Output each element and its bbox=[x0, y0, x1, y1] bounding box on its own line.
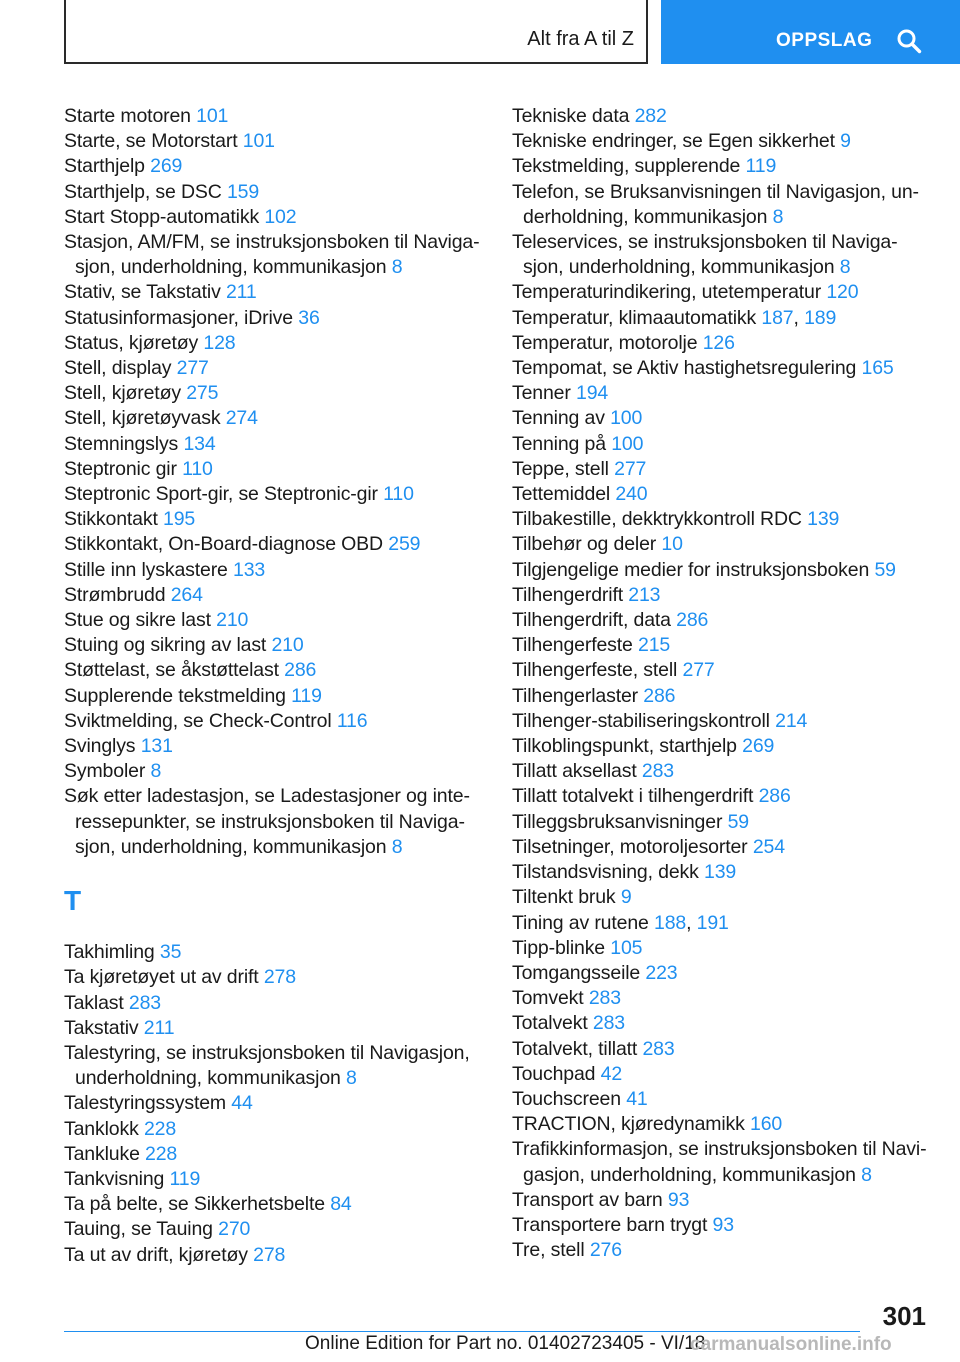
index-entry-label: Tilhengerfeste bbox=[512, 634, 633, 657]
page-reference-link[interactable]: 93 bbox=[667, 1188, 690, 1211]
index-entry bbox=[64, 306, 484, 331]
page-reference-link[interactable]: 8 bbox=[391, 256, 403, 279]
index-entry bbox=[64, 1167, 484, 1192]
index-entry-label: Stille inn lyskastere bbox=[64, 558, 228, 581]
page-reference-link[interactable]: 116 bbox=[336, 709, 368, 732]
index-entry-label: Stasjon, AM/FM, se instruksjonsboken til Naviga-sjon, underholdning, kommunikasjon bbox=[64, 231, 480, 279]
page-reference-link[interactable]: 9 bbox=[620, 886, 632, 909]
page-reference-link[interactable]: 105 bbox=[610, 936, 643, 959]
index-entry: Temperatur, klimaautomatikk 187, 189 bbox=[512, 306, 837, 329]
index-entry bbox=[64, 991, 484, 1016]
page-reference-link[interactable]: 187 bbox=[761, 306, 794, 329]
index-entry-label: Talestyringssystem bbox=[64, 1092, 227, 1115]
page-reference-link[interactable]: 282 bbox=[634, 105, 667, 127]
index-entry bbox=[512, 784, 932, 809]
page-reference-link[interactable]: 211 bbox=[143, 1016, 175, 1039]
index-entry-label: Tilkoblingspunkt, starthjelp bbox=[512, 735, 737, 758]
page-reference-link[interactable]: 9 bbox=[840, 130, 851, 153]
index-entry bbox=[64, 1192, 484, 1217]
index-entry bbox=[64, 180, 484, 205]
page-reference-link[interactable]: 283 bbox=[128, 991, 162, 1014]
page-reference-link[interactable]: 189 bbox=[804, 306, 837, 329]
index-entry-label: Stikkontakt bbox=[64, 508, 158, 531]
page-reference-link[interactable]: 277 bbox=[176, 357, 209, 380]
index-entry bbox=[512, 1011, 932, 1036]
page-reference-link[interactable]: 286 bbox=[284, 659, 317, 682]
index-column-right bbox=[512, 104, 932, 1263]
index-entry bbox=[64, 558, 484, 583]
index-entry-label: Tilhengerdrift, data bbox=[512, 609, 671, 632]
page-reference-link[interactable]: 188 bbox=[654, 911, 687, 934]
index-entry bbox=[512, 1137, 932, 1187]
index-entry-label: Statusinformasjoner, iDrive bbox=[64, 306, 293, 329]
index-entry bbox=[512, 280, 932, 305]
index-entry-label: Starte, se Motorstart bbox=[64, 130, 238, 153]
index-entry bbox=[512, 406, 932, 431]
page-reference-link[interactable]: 278 bbox=[263, 966, 296, 989]
search-icon[interactable] bbox=[896, 28, 922, 54]
page-reference-link[interactable]: 8 bbox=[772, 205, 784, 228]
index-column-left bbox=[64, 104, 484, 1268]
index-entry-label: Teppe, stell bbox=[512, 457, 609, 480]
index-entry-label: Tilgjengelige medier for instruksjonsboken bbox=[512, 558, 870, 581]
index-entry bbox=[64, 230, 484, 280]
index-entry bbox=[64, 633, 484, 658]
page-reference-link[interactable]: 215 bbox=[638, 634, 671, 657]
index-entry-label: Tekniske data bbox=[512, 105, 630, 127]
index-entry bbox=[512, 331, 932, 356]
index-entry bbox=[512, 709, 932, 734]
index-entry-label: Starthjelp, se DSC bbox=[64, 180, 222, 203]
index-entry-label: Tilsetninger, motoroljesorter bbox=[512, 835, 748, 858]
index-entry-label: Svinglys bbox=[64, 735, 136, 758]
index-entry bbox=[512, 986, 932, 1011]
page-reference-link[interactable]: 128 bbox=[203, 331, 236, 354]
page-reference-link[interactable]: 277 bbox=[682, 659, 715, 682]
index-entry bbox=[512, 658, 932, 683]
page-reference-link[interactable]: 8 bbox=[150, 760, 162, 783]
index-entry bbox=[64, 1016, 484, 1041]
index-entry-label: Tekniske endringer, se Egen sikkerhet bbox=[512, 130, 835, 153]
index-entry-label: Takstativ bbox=[64, 1016, 139, 1039]
page-reference-link[interactable]: 286 bbox=[758, 785, 791, 808]
page-reference-link[interactable]: 139 bbox=[704, 861, 737, 884]
index-entry-label: Tenning på bbox=[512, 432, 606, 455]
page-reference-link[interactable]: 210 bbox=[271, 634, 304, 657]
page-reference-link[interactable]: 286 bbox=[643, 684, 676, 707]
watermark: carmanualsonline.info bbox=[690, 1334, 892, 1355]
tab-lookup[interactable] bbox=[661, 0, 960, 64]
index-entry bbox=[64, 759, 484, 784]
index-entry-label: Tilbakestille, dekktrykkontroll RDC bbox=[512, 508, 802, 531]
index-entry-label: Transportere barn trygt bbox=[512, 1213, 708, 1236]
page-reference-link[interactable]: 110 bbox=[182, 457, 213, 480]
index-list-t bbox=[64, 940, 484, 1268]
index-entry bbox=[64, 381, 484, 406]
index-entry bbox=[512, 961, 932, 986]
index-entry bbox=[512, 180, 932, 230]
index-list-right bbox=[512, 104, 932, 1263]
index-entry-label: Ta kjøretøyet ut av drift bbox=[64, 966, 259, 989]
page-reference-link[interactable]: 101 bbox=[196, 105, 229, 127]
tab-index-a-z[interactable] bbox=[64, 0, 648, 64]
index-entry bbox=[64, 532, 484, 557]
index-entry-label: Tilhengerfeste, stell bbox=[512, 659, 678, 682]
index-entry-label: Stell, kjøretøyvask bbox=[64, 407, 221, 430]
index-entry-label: Steptronic Sport-gir, se Steptronic-gir bbox=[64, 483, 378, 506]
index-entry bbox=[64, 709, 484, 734]
index-entry-label: Takhimling bbox=[64, 941, 155, 964]
index-entry-label: Supplerende tekstmelding bbox=[64, 684, 286, 707]
page-reference-link[interactable]: 36 bbox=[298, 306, 320, 329]
index-entry bbox=[512, 457, 932, 482]
index-entry-label: Steptronic gir bbox=[64, 457, 177, 480]
page-reference-link[interactable]: 214 bbox=[775, 709, 808, 732]
index-list-s bbox=[64, 104, 484, 860]
index-entry bbox=[64, 482, 484, 507]
page-reference-link[interactable]: 269 bbox=[742, 735, 775, 758]
index-entry bbox=[512, 835, 932, 860]
index-entry-label: Tankvisning bbox=[64, 1167, 165, 1190]
index-entry bbox=[512, 129, 932, 154]
page-reference-link[interactable]: 194 bbox=[576, 382, 609, 405]
page-reference-link[interactable]: 100 bbox=[610, 407, 643, 430]
index-entry-label: Tilbehør og deler bbox=[512, 533, 657, 556]
page-reference-link[interactable]: 44 bbox=[231, 1092, 253, 1115]
index-entry-label: Stemningslys bbox=[64, 432, 179, 455]
index-entry-label: Symboler bbox=[64, 760, 146, 783]
index-entry bbox=[512, 1188, 932, 1213]
page-reference-link[interactable]: 240 bbox=[615, 483, 648, 506]
page-number: 301 bbox=[882, 1301, 926, 1331]
index-entry bbox=[64, 684, 484, 709]
index-entry bbox=[64, 1243, 484, 1268]
index-entry bbox=[512, 532, 932, 557]
index-entry-label: Tipp-blinke bbox=[512, 936, 606, 959]
page-reference-link[interactable]: 10 bbox=[661, 533, 683, 556]
page-reference-link[interactable]: 223 bbox=[645, 961, 678, 984]
page-reference-link[interactable]: 119 bbox=[169, 1167, 201, 1190]
page-reference-link[interactable]: 259 bbox=[388, 533, 421, 556]
index-entry bbox=[64, 154, 484, 179]
page-reference-link[interactable]: 277 bbox=[614, 457, 647, 480]
page-reference-link[interactable]: 228 bbox=[143, 1117, 177, 1140]
index-entry-label: Totalvekt bbox=[512, 1012, 588, 1035]
index-entry-label: Temperatur, klimaautomatikk bbox=[512, 306, 757, 329]
page-reference-link[interactable]: 8 bbox=[346, 1067, 357, 1090]
page-reference-link[interactable]: 42 bbox=[600, 1062, 623, 1085]
index-entry-label: Trafikkinformasjon, se instruksjonsboken til Navi-gasjon, underholdning, kommunikasjon bbox=[512, 1138, 927, 1186]
index-entry bbox=[512, 1062, 932, 1087]
index-entry bbox=[64, 280, 484, 305]
index-entry-label: Touchpad bbox=[512, 1062, 596, 1085]
index-entry bbox=[512, 860, 932, 885]
page-reference-link[interactable]: 270 bbox=[218, 1218, 251, 1241]
index-entry bbox=[64, 1091, 484, 1116]
index-entry-label: Sviktmelding, se Check-Control bbox=[64, 709, 332, 732]
page-reference-link[interactable]: 211 bbox=[225, 281, 257, 304]
index-entry bbox=[64, 734, 484, 759]
page-reference-link[interactable]: 110 bbox=[383, 483, 414, 506]
page-reference-link[interactable]: 283 bbox=[641, 760, 674, 783]
index-entry-label: Ta ut av drift, kjøretøy bbox=[64, 1243, 248, 1266]
index-entry-label: Stell, display bbox=[64, 357, 172, 380]
page-reference-link[interactable]: 93 bbox=[712, 1213, 734, 1236]
index-entry bbox=[64, 1117, 484, 1142]
index-entry-label: Strømbrudd bbox=[64, 583, 166, 606]
index-entry-label: Tilstandsvisning, dekk bbox=[512, 861, 699, 884]
page-reference-link[interactable]: 286 bbox=[676, 609, 709, 632]
index-entry-label: TRACTION, kjøredynamikk bbox=[512, 1113, 745, 1136]
index-entry-label: Start Stopp-automatikk bbox=[64, 205, 260, 228]
page-reference-link[interactable]: 102 bbox=[264, 205, 297, 228]
index-entry bbox=[64, 784, 484, 860]
index-entry bbox=[512, 507, 932, 532]
index-entry bbox=[64, 1217, 484, 1242]
page-reference-link[interactable]: 119 bbox=[745, 155, 777, 178]
page-reference-link[interactable]: 59 bbox=[727, 810, 749, 833]
index-entry bbox=[512, 1087, 932, 1112]
index-entry-label: Tilhenger-stabiliseringskontroll bbox=[512, 709, 770, 732]
page-reference-link[interactable]: 276 bbox=[589, 1239, 622, 1262]
index-entry bbox=[64, 658, 484, 683]
index-entry bbox=[512, 885, 932, 910]
index-entry-label: Starte motoren bbox=[64, 105, 191, 127]
index-entry bbox=[512, 1213, 932, 1238]
index-entry bbox=[512, 230, 932, 280]
index-entry bbox=[512, 381, 932, 406]
page-reference-link[interactable]: 100 bbox=[611, 432, 644, 455]
index-entry bbox=[64, 129, 484, 154]
index-entry bbox=[64, 507, 484, 532]
index-entry-label: Temperatur, motorolje bbox=[512, 331, 698, 354]
index-entry bbox=[512, 1112, 932, 1137]
page-reference-link[interactable]: 159 bbox=[226, 180, 260, 203]
index-entry bbox=[512, 154, 932, 179]
page-reference-link[interactable]: 59 bbox=[874, 558, 896, 581]
index-entry-label: Tomgangsseile bbox=[512, 961, 641, 984]
page-reference-link[interactable]: 8 bbox=[861, 1163, 872, 1186]
index-entry bbox=[64, 356, 484, 381]
index-entry bbox=[64, 1142, 484, 1167]
index-entry bbox=[512, 432, 932, 457]
page-reference-link[interactable]: 228 bbox=[145, 1142, 178, 1165]
page-reference-link[interactable]: 264 bbox=[170, 583, 203, 606]
index-entry bbox=[512, 482, 932, 507]
index-entry bbox=[512, 810, 932, 835]
index-entry-label: Taklast bbox=[64, 991, 124, 1014]
index-entry bbox=[64, 608, 484, 633]
index-entry bbox=[64, 965, 484, 990]
page-reference-link[interactable]: 35 bbox=[159, 941, 182, 964]
index-entry bbox=[64, 104, 484, 129]
index-entry bbox=[64, 205, 484, 230]
index-entry-label: Status, kjøretøy bbox=[64, 331, 199, 354]
page-reference-link[interactable]: 133 bbox=[233, 558, 266, 581]
index-entry bbox=[512, 1238, 932, 1263]
index-entry bbox=[512, 734, 932, 759]
index-entry-label: Tining av rutene bbox=[512, 911, 649, 934]
page-reference-link[interactable]: 126 bbox=[702, 331, 735, 354]
page-reference-link[interactable]: 278 bbox=[253, 1243, 286, 1266]
index-entry-label: Tanklokk bbox=[64, 1117, 139, 1140]
footer-divider bbox=[64, 1331, 860, 1332]
index-entry-label: Stuing og sikring av last bbox=[64, 634, 267, 657]
index-entry-label: Tankluke bbox=[64, 1142, 140, 1165]
index-entry-label: Starthjelp bbox=[64, 155, 145, 178]
index-entry-label: Tenner bbox=[512, 382, 571, 405]
index-entry-label: Støttelast, se åkstøttelast bbox=[64, 659, 279, 682]
index-entry bbox=[512, 583, 932, 608]
index-entry-label: Tre, stell bbox=[512, 1239, 585, 1262]
page-reference-link[interactable]: 41 bbox=[626, 1087, 648, 1110]
index-entry bbox=[512, 684, 932, 709]
index-entry-label: Tilhengerdrift bbox=[512, 583, 623, 606]
index-entry bbox=[512, 608, 932, 633]
index-entry bbox=[64, 457, 484, 482]
index-entry bbox=[512, 104, 932, 129]
index-entry-label: Touchscreen bbox=[512, 1087, 621, 1110]
index-entry-label: Tillatt aksellast bbox=[512, 760, 637, 783]
index-entry bbox=[512, 558, 932, 583]
index-entry bbox=[64, 1041, 484, 1091]
page-reference-link[interactable]: 101 bbox=[242, 130, 275, 153]
page-reference-link[interactable]: 134 bbox=[183, 432, 216, 455]
index-entry-label: Temperaturindikering, utetemperatur bbox=[512, 281, 822, 304]
page-reference-link[interactable]: 131 bbox=[140, 735, 173, 758]
index-entry-label: Transport av barn bbox=[512, 1188, 663, 1211]
index-entry bbox=[512, 356, 932, 381]
page-reference-link[interactable]: 269 bbox=[150, 155, 183, 178]
page-reference-link[interactable]: 139 bbox=[807, 508, 840, 531]
index-entry-label: Ta på belte, se Sikkerhetsbelte bbox=[64, 1193, 325, 1216]
index-entry-label: Tillatt totalvekt i tilhengerdrift bbox=[512, 785, 754, 808]
page-reference-link[interactable]: 8 bbox=[839, 256, 851, 279]
page-reference-link[interactable]: 274 bbox=[225, 407, 258, 430]
page-reference-link[interactable]: 191 bbox=[696, 911, 729, 934]
index-entry bbox=[512, 633, 932, 658]
index-entry-label: Tempomat, se Aktiv hastighetsregulering bbox=[512, 357, 857, 380]
page-reference-link[interactable]: 254 bbox=[752, 835, 785, 858]
index-entry bbox=[512, 936, 932, 961]
tab-lookup-label: OPPSLAG bbox=[776, 30, 873, 51]
index-entry-label: Telefon, se Bruksanvisningen til Navigasjon, un-derholdning, kommunikasjon bbox=[512, 180, 919, 228]
section-letter-t: T bbox=[64, 885, 82, 917]
index-entry: Tining av rutene 188, 191 bbox=[512, 911, 729, 934]
index-entry-label: Tettemiddel bbox=[512, 483, 611, 506]
index-entry-label: Stikkontakt, On-Board-diagnose OBD bbox=[64, 533, 383, 556]
index-entry bbox=[64, 432, 484, 457]
page-reference-link[interactable]: 195 bbox=[163, 508, 196, 531]
index-entry-label: Stell, kjøretøy bbox=[64, 382, 181, 405]
page-reference-link[interactable]: 120 bbox=[826, 281, 859, 304]
index-entry-label: Søk etter ladestasjon, se Ladestasjoner og inte-ressepunkter, se instruksjonsboken til Naviga-sjon, underholdning, kommunikasjon bbox=[64, 785, 470, 858]
index-entry-label: Tenning av bbox=[512, 407, 605, 430]
page-reference-link[interactable]: 165 bbox=[861, 357, 894, 380]
page-reference-link[interactable]: 213 bbox=[628, 583, 661, 606]
edition-footer: Online Edition for Part no. 01402723405 - VI/18 bbox=[305, 1333, 706, 1354]
index-entry bbox=[64, 940, 484, 965]
index-entry bbox=[512, 759, 932, 784]
index-entry-label: Stativ, se Takstativ bbox=[64, 281, 221, 304]
page-reference-link[interactable]: 283 bbox=[592, 1012, 625, 1035]
index-entry-label: Teleservices, se instruksjonsboken til Naviga-sjon, underholdning, kommunikasjon bbox=[512, 231, 898, 279]
index-entry bbox=[512, 1037, 932, 1062]
index-entry-label: Tauing, se Tauing bbox=[64, 1218, 213, 1241]
index-entry-label: Tilleggsbruksanvisninger bbox=[512, 810, 723, 833]
index-entry-label: Tomvekt bbox=[512, 987, 584, 1010]
page-reference-link[interactable]: 283 bbox=[588, 987, 621, 1010]
index-entry bbox=[64, 331, 484, 356]
page-reference-link[interactable]: 84 bbox=[330, 1193, 352, 1216]
tab-index-label: Alt fra A til Z bbox=[527, 28, 634, 50]
page-reference-link[interactable]: 160 bbox=[750, 1113, 783, 1136]
index-entry-label: Talestyring, se instruksjonsboken til Navigasjon, underholdning, kommunikasjon bbox=[64, 1041, 470, 1090]
index-entry bbox=[64, 583, 484, 608]
page-reference-link[interactable]: 275 bbox=[186, 382, 219, 405]
page-reference-link[interactable]: 8 bbox=[391, 835, 403, 858]
index-entry-label: Stue og sikre last bbox=[64, 609, 211, 632]
index-entry-label: Totalvekt, tillatt bbox=[512, 1037, 638, 1060]
page-reference-link[interactable]: 119 bbox=[291, 684, 322, 707]
index-entry-label: Tekstmelding, supplerende bbox=[512, 155, 741, 178]
page-reference-link[interactable]: 283 bbox=[642, 1037, 675, 1060]
index-entry bbox=[64, 406, 484, 431]
page-reference-link[interactable]: 210 bbox=[216, 609, 249, 632]
index-entry-label: Tilhengerlaster bbox=[512, 684, 639, 707]
index-entry-label: Tiltenkt bruk bbox=[512, 886, 616, 909]
